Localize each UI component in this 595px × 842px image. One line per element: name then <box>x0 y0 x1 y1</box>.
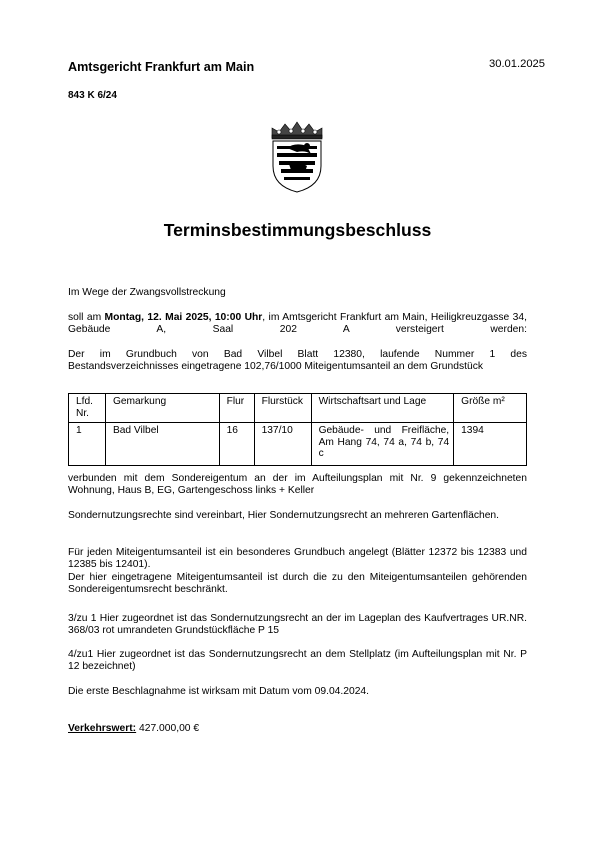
cell-wirtschaftsart: Gebäude- und Freifläche, Am Hang 74, 74 a, 74 b, 74 c <box>311 423 454 466</box>
cell-flurstueck: 137/10 <box>254 423 311 466</box>
header-cell-gemarkung: Gemarkung <box>105 394 219 423</box>
zuordnung-3-text: 3/zu 1 Hier zugeordnet ist das Sondernutzungsrecht an der im Lageplan des Kaufvertrages UR.NR. 368/03 rot umrandeten Grundstückfläche P 15 <box>68 613 527 637</box>
header-cell-flur: Flur <box>219 394 254 423</box>
cell-groesse: 1394 <box>454 423 527 466</box>
document-date: 30.01.2025 <box>489 58 545 70</box>
header-cell-wirtschaftsart: Wirtschaftsart und Lage <box>311 394 454 423</box>
header-cell-groesse: Größe m² <box>454 394 527 423</box>
schedule-date: Montag, 12. Mai 2025, 10:00 Uhr <box>104 312 263 323</box>
cell-lfd-nr: 1 <box>69 423 106 466</box>
zuordnung-4-text: 4/zu1 Hier zugeordnet ist das Sondernutzungsrecht an dem Stellplatz (im Aufteilungsplan mit Nr. P 12 bezeichnet) <box>68 649 527 673</box>
grundbuecher-text: Für jeden Miteigentumsanteil ist ein besonderes Grundbuch angelegt (Blätter 12372 bis 12383 und 12385 bis 12401). <box>68 547 527 571</box>
grundbuch-line-1: Der im Grundbuch von Bad Vilbel Blatt 12380, laufende Nummer 1 des <box>68 349 527 360</box>
property-table <box>68 393 527 466</box>
sondereigentum-text: verbunden mit dem Sondereigentum an der im Aufteilungsplan mit Nr. 9 gekennzeichneten Wohnung, Haus B, EG, Gartengeschoss links + Keller <box>68 473 527 497</box>
header-cell-flurstueck: Flurstück <box>254 394 311 423</box>
verkehrswert-value: 427.000,00 € <box>139 723 200 734</box>
verkehrswert <box>68 723 199 734</box>
beschlagnahme-text: Die erste Beschlagnahme ist wirksam mit Datum vom 09.04.2024. <box>68 686 370 697</box>
coat-of-arms-icon <box>267 120 327 194</box>
verkehrswert-label: Verkehrswert: <box>68 723 137 734</box>
intro-text: Im Wege der Zwangsvollstreckung <box>68 287 226 298</box>
header-cell-lfd-nr: Lfd. Nr. <box>69 394 106 423</box>
schedule-prefix: soll am <box>68 312 105 323</box>
schedule-suffix: , im Amtsgericht Frankfurt am Main, Heiligkreuzgasse 34, Gebäude A, Saal 202 A versteigert werden: <box>68 312 527 336</box>
beschraenkung-text: Der hier eingetragene Miteigentumsanteil ist durch die zu den Miteigentumsanteilen gehörenden Sondereigentumsrecht beschränkt. <box>68 572 527 596</box>
table-header-row <box>69 394 527 423</box>
court-name: Amtsgericht Frankfurt am Main <box>68 60 255 74</box>
page-title: Terminsbestimmungsbeschluss <box>163 220 432 240</box>
cell-gemarkung: Bad Vilbel <box>105 423 219 466</box>
sondernutzung-text: Sondernutzungsrechte sind vereinbart, Hier Sondernutzungsrecht an mehreren Gartenflächen. <box>68 510 500 521</box>
case-number: 843 K 6/24 <box>68 90 117 101</box>
grundbuch-line-2: Bestandsverzeichnisses eingetragene 102,76/1000 Miteigentumsanteil an dem Grundstück <box>68 361 483 372</box>
table-row <box>69 423 527 466</box>
cell-flur: 16 <box>219 423 254 466</box>
schedule-paragraph <box>68 312 527 337</box>
